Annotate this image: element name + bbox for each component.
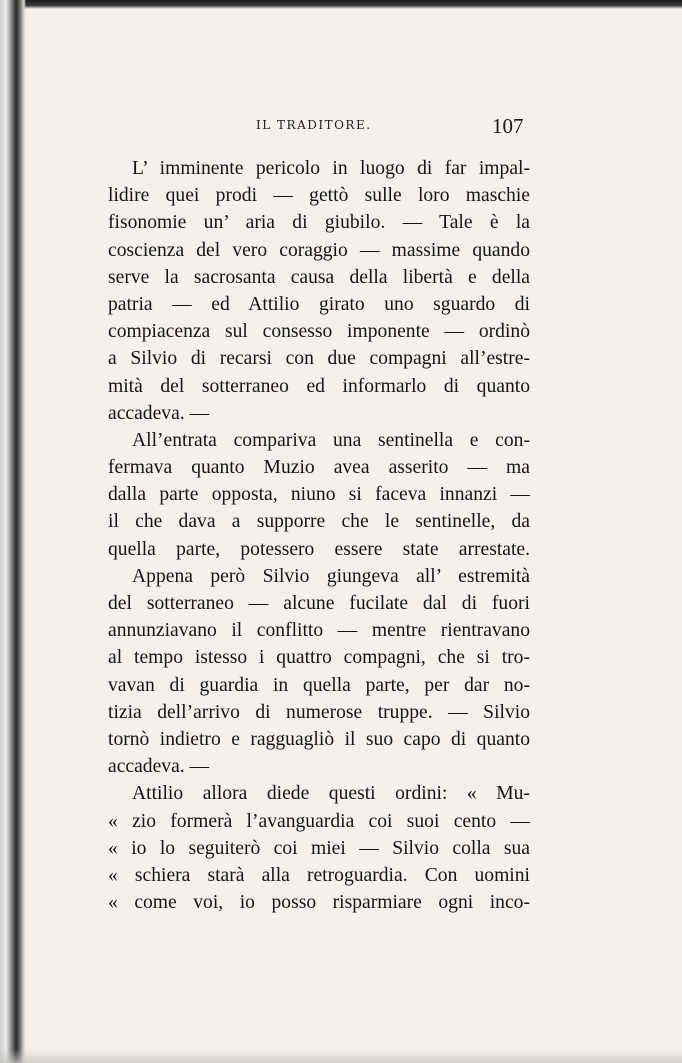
text-line: vavan di guardia in quella parte, per dar no-	[108, 674, 530, 696]
text-line: « io lo seguiterò coi miei — Silvio colla sua	[108, 837, 530, 859]
text-line: serve la sacrosanta causa della libertà e della	[108, 266, 530, 288]
text-line: tornò indietro e ragguagliò il suo capo di quanto	[108, 728, 530, 750]
text-line: tizia dell’arrivo di numerose truppe. — Silvio	[108, 701, 530, 723]
text-line: Appena però Silvio giungeva all’ estremità	[132, 565, 530, 587]
text-line: Attilio allora diede questi ordini: « Mu-	[132, 783, 530, 805]
text-line: annunziavano il conflitto — mentre rientravano	[108, 620, 530, 642]
page-number: 107	[492, 114, 524, 138]
text-line: All’entrata compariva una sentinella e con-	[132, 429, 530, 451]
page-bottom-edge	[0, 1049, 682, 1063]
text-line: del sotterraneo — alcune fucilate dal di fuori	[108, 593, 530, 614]
text-line: « zio formerà l’avanguardia coi suoi cento —	[108, 810, 530, 832]
text-line: fisonomie un’ aria di giubilo. — Tale è la	[108, 212, 530, 234]
page-top-edge	[0, 0, 682, 9]
text-line: accadeva. —	[108, 756, 210, 778]
text-line: il che dava a supporre che le sentinelle, da	[108, 511, 530, 533]
text-line: patria — ed Attilio girato uno sguardo di	[108, 293, 530, 315]
text-line: L’ imminente pericolo in luogo di far impal-	[132, 158, 530, 179]
running-head: IL TRADITORE.	[256, 118, 372, 132]
text-line: dalla parte opposta, niuno si faceva innanzi —	[108, 484, 530, 506]
body-text	[108, 155, 530, 916]
text-line: « come voi, io posso risparmiare ogni inco-	[108, 892, 530, 914]
text-line: accadeva. —	[108, 402, 210, 424]
text-line: al tempo istesso i quattro compagni, che si tro-	[108, 647, 530, 669]
text-line: « schiera starà alla retroguardia. Con uomini	[108, 864, 530, 886]
text-line: lidire quei prodi — gettò sulle loro maschie	[108, 185, 530, 207]
text-line: mità del sotterraneo ed informarlo di quanto	[108, 375, 530, 397]
text-line: a Silvio di recarsi con due compagni all’estre-	[108, 348, 530, 370]
text-line: coscienza del vero coraggio — massime quando	[108, 239, 530, 261]
text-line: fermava quanto Muzio avea asserito — ma	[108, 457, 530, 479]
text-line: compiacenza sul consesso imponente — ordinò	[108, 321, 530, 343]
book-gutter	[0, 0, 26, 1063]
text-line: quella parte, potessero essere state arrestate.	[108, 538, 530, 560]
